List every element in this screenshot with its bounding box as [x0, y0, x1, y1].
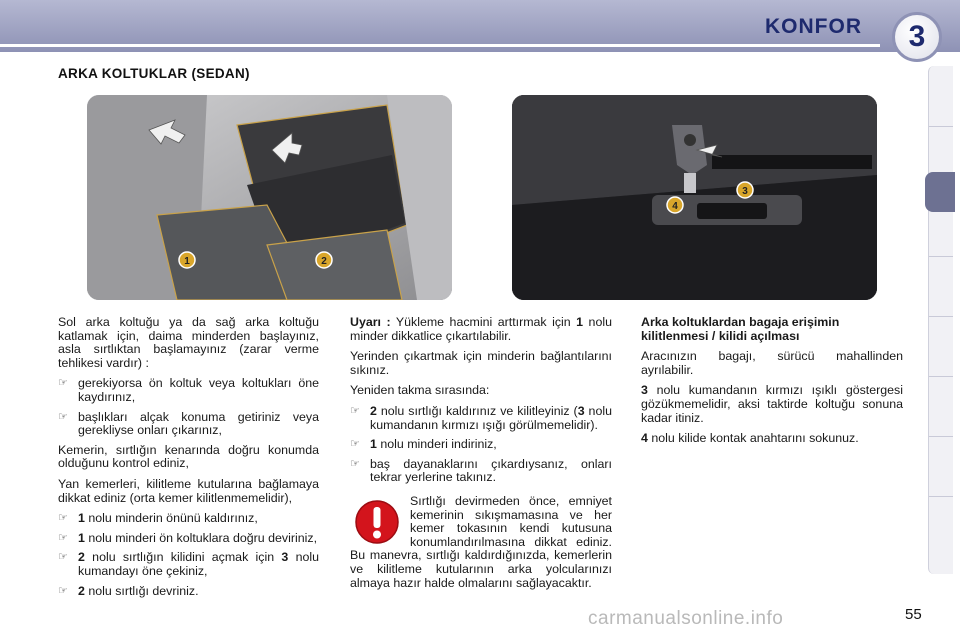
- svg-text:1: 1: [184, 256, 190, 267]
- warning-exclamation-icon: [354, 499, 400, 545]
- list-item: ☞ 2 nolu sırtlığın kilidini açmak için 3 nolu kumandayı öne çekiniz,: [58, 550, 319, 578]
- arrow-bullet-icon: ☞: [58, 551, 68, 564]
- callout-marker: [737, 182, 753, 198]
- text-column-3: [641, 316, 903, 453]
- list-item: ☞ 1 nolu minderin önünü kaldırınız,: [58, 511, 258, 526]
- arrow-bullet-icon: ☞: [58, 410, 68, 423]
- arrow-bullet-icon: ☞: [350, 457, 360, 470]
- paragraph: Aracınızın bagajı, sürücü mahallinden ayrılabilir.: [641, 349, 903, 377]
- warning-paragraph: Uyarı : Yükleme hacmini arttırmak için 1 nolu minder dikkatlice çıkartılabilir.: [350, 315, 612, 343]
- watermark: carmanualsonline.info: [588, 608, 784, 629]
- caution-text: Sırtlığı devirmeden önce, emniyet kemerinin sıkışmamasına ve her kemer tokasının kendi kutusuna konumlandırılmasına dikkat ediniz. Bu manevra, sırtlığı kaldırdığınızda, kemerlerin ve kilitleme kutularının arka yolcularınızı almaya hazır halde olmalarını sağlayacaktır.: [350, 494, 612, 590]
- list-item: ☞ 2 nolu sırtlığı devriniz.: [58, 583, 199, 598]
- list-item: ☞ 1 nolu minderi ön koltuklara doğru deviriniz,: [58, 530, 318, 545]
- caution-box: [350, 495, 612, 590]
- chapter-tab-divider: [929, 316, 953, 317]
- callout-marker: [667, 197, 683, 213]
- paragraph: Yeniden takma sırasında:: [350, 383, 490, 398]
- paragraph: Kemerin, sırtlığın kenarında doğru konumda olduğunu kontrol ediniz,: [58, 442, 319, 471]
- trunk-lock-illustration: [512, 95, 877, 300]
- chapter-tab-divider: [929, 256, 953, 257]
- svg-text:2: 2: [321, 256, 327, 267]
- chapter-tab-divider: [929, 436, 953, 437]
- arrow-bullet-icon: ☞: [350, 404, 360, 417]
- list-item: ☞ başlıkları alçak konuma getiriniz veya gerekliyse onları çıkarınız,: [58, 409, 319, 438]
- rear-seat-illustration: [87, 95, 452, 300]
- callout-marker: [316, 252, 332, 268]
- section-title: ARKA KOLTUKLAR (SEDAN): [58, 66, 250, 81]
- arrow-bullet-icon: ☞: [58, 377, 68, 390]
- photo-rear-seat-folding: [87, 95, 452, 300]
- chapter-number-badge: 3: [892, 12, 942, 62]
- arrow-bullet-icon: ☞: [58, 512, 68, 525]
- arrow-bullet-icon: ☞: [58, 531, 68, 544]
- arrow-bullet-icon: ☞: [58, 584, 68, 597]
- chapter-tab-divider: [929, 496, 953, 497]
- paragraph: 4 nolu kilide kontak anahtarını sokunuz.: [641, 431, 859, 446]
- page-number: 55: [905, 606, 922, 623]
- svg-text:3: 3: [742, 186, 748, 197]
- list-item: ☞ baş dayanaklarını çıkardıysanız, onları tekrar yerlerine takınız.: [350, 456, 612, 485]
- svg-text:4: 4: [672, 201, 678, 212]
- arrow-bullet-icon: ☞: [350, 438, 360, 451]
- chapter-tab-strip: [928, 66, 953, 574]
- text-column-2: [350, 316, 612, 491]
- text-column-1: [58, 316, 319, 604]
- chapter-title: KONFOR: [765, 15, 862, 38]
- intro-paragraph: Sol arka koltuğu ya da sağ arka koltuğu katlamak için, daima minderden başlayınız, asla sırtlıktan başlamayınız (zarar verme tehlikesi vardır) :: [58, 315, 319, 370]
- paragraph: Yerinden çıkartmak için minderin bağlantılarını sıkınız.: [350, 349, 612, 377]
- chapter-tab-active[interactable]: [925, 172, 955, 212]
- list-item: ☞ gerekiyorsa ön koltuk veya koltukları öne kaydırınız,: [58, 376, 319, 404]
- subsection-heading: Arka koltuklardan bagaja erişimin kilitlenmesi / kilidi açılması: [641, 315, 840, 343]
- list-item: ☞ 2 nolu sırtlığı kaldırınız ve kilitleyiniz (3 nolu kumandanın kırmızı ışığı görülmemelidir).: [350, 403, 612, 432]
- list-item: ☞ 1 nolu minderi indiriniz,: [350, 437, 497, 452]
- chapter-tab-divider: [929, 126, 953, 127]
- photo-trunk-lock: [512, 95, 877, 300]
- chapter-tab-divider: [929, 376, 953, 377]
- header-divider: [0, 44, 880, 47]
- paragraph: 3 nolu kumandanın kırmızı ışıklı göstergesi gözükmemelidir, aksi taktirde koltuğu sonuna kadar itiniz.: [641, 383, 903, 425]
- paragraph: Yan kemerleri, kilitleme kutularına bağlamaya dikkat ediniz (orta kemer kilitlenmemelidir),: [58, 476, 319, 505]
- callout-marker: [179, 252, 195, 268]
